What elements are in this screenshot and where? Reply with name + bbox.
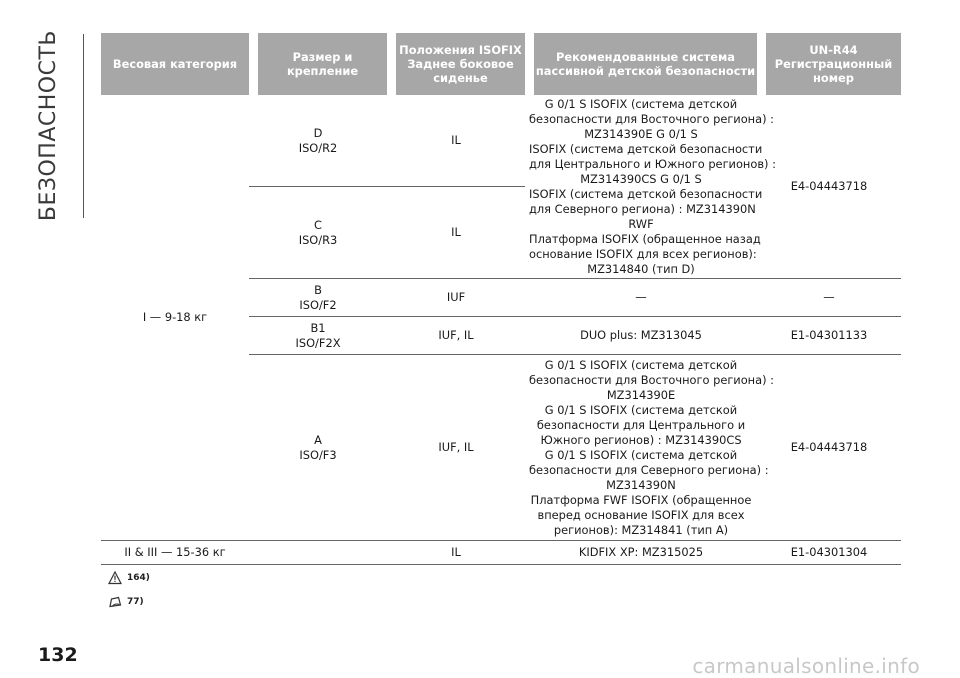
- size-cell: D ISO/R2: [249, 95, 387, 187]
- recommended-cell: KIDFIX XP: MZ315025: [525, 541, 757, 565]
- recommended-cell: DUO plus: MZ313045: [525, 317, 757, 355]
- size-cell: A ISO/F3: [249, 355, 387, 541]
- position-cell: IUF: [387, 279, 525, 317]
- header-position: Положения ISOFIX Заднее боковое сиденье: [387, 33, 525, 95]
- note-ref: 164): [127, 573, 150, 583]
- size-cell: B ISO/F2: [249, 279, 387, 317]
- recommended-cell: G 0/1 S ISOFIX (система детской безопасности для Восточного региона) : MZ314390E G 0/1 S ISOFIX (система детской безопасности для Центрального и Южного регионов) : MZ314390CS G 0/1 S ISOFIX (система детской безопасности для Северного региона) : MZ314390N Платформа FWF ISOFIX (обращенное вперед основание ISOFIX для всех регионов): MZ314841 (тип A): [525, 355, 757, 541]
- size-cell: C ISO/R3: [249, 187, 387, 279]
- recommended-cell: G 0/1 S ISOFIX (система детской безопасности для Восточного региона) : MZ314390E G 0/1 S ISOFIX (система детской безопасности для Центрального и Южного регионов) : MZ314390CS G 0/1 S ISOFIX (система детской безопасности для Северного региона) : MZ314390N RWF Платформа ISOFIX (обращенное назад основание ISOFIX для всех регионов): MZ314840 (тип D): [525, 95, 757, 279]
- notes: [108, 570, 150, 618]
- registration-cell: E4-04443718: [757, 355, 901, 541]
- header-weight: Весовая категория: [101, 33, 249, 95]
- position-cell: IL: [387, 95, 525, 187]
- position-cell: IUF, IL: [387, 355, 525, 541]
- registration-cell: E4-04443718: [757, 95, 901, 279]
- weight-cell: I — 9-18 кг: [101, 95, 249, 541]
- watermark: carmanualsonline.info: [692, 654, 920, 678]
- registration-cell: —: [757, 279, 901, 317]
- header-size: Размер и крепление: [249, 33, 387, 95]
- size-cell: [249, 541, 387, 565]
- attention-icon: [108, 595, 122, 609]
- page-number: 132: [38, 644, 78, 666]
- header-registration: UN-R44 Регистрационный номер: [757, 33, 901, 95]
- position-cell: IUF, IL: [387, 317, 525, 355]
- section-divider: [83, 34, 84, 218]
- size-cell: B1 ISO/F2X: [249, 317, 387, 355]
- section-title: БЕЗОПАСНОСТЬ: [35, 30, 61, 222]
- position-cell: IL: [387, 541, 525, 565]
- note-ref: 77): [127, 597, 144, 607]
- table-row: [101, 541, 901, 565]
- weight-cell: II & III — 15-36 кг: [101, 541, 249, 565]
- registration-cell: E1-04301133: [757, 317, 901, 355]
- table-header-row: [101, 33, 901, 95]
- warning-icon: [108, 571, 122, 585]
- note-item: [108, 570, 150, 586]
- isofix-table: [101, 33, 901, 565]
- header-recommended: Рекомендованные система пассивной детской безопасности: [525, 33, 757, 95]
- recommended-cell: —: [525, 279, 757, 317]
- table-row: [101, 95, 901, 187]
- note-item: [108, 594, 150, 610]
- position-cell: IL: [387, 187, 525, 279]
- registration-cell: E1-04301304: [757, 541, 901, 565]
